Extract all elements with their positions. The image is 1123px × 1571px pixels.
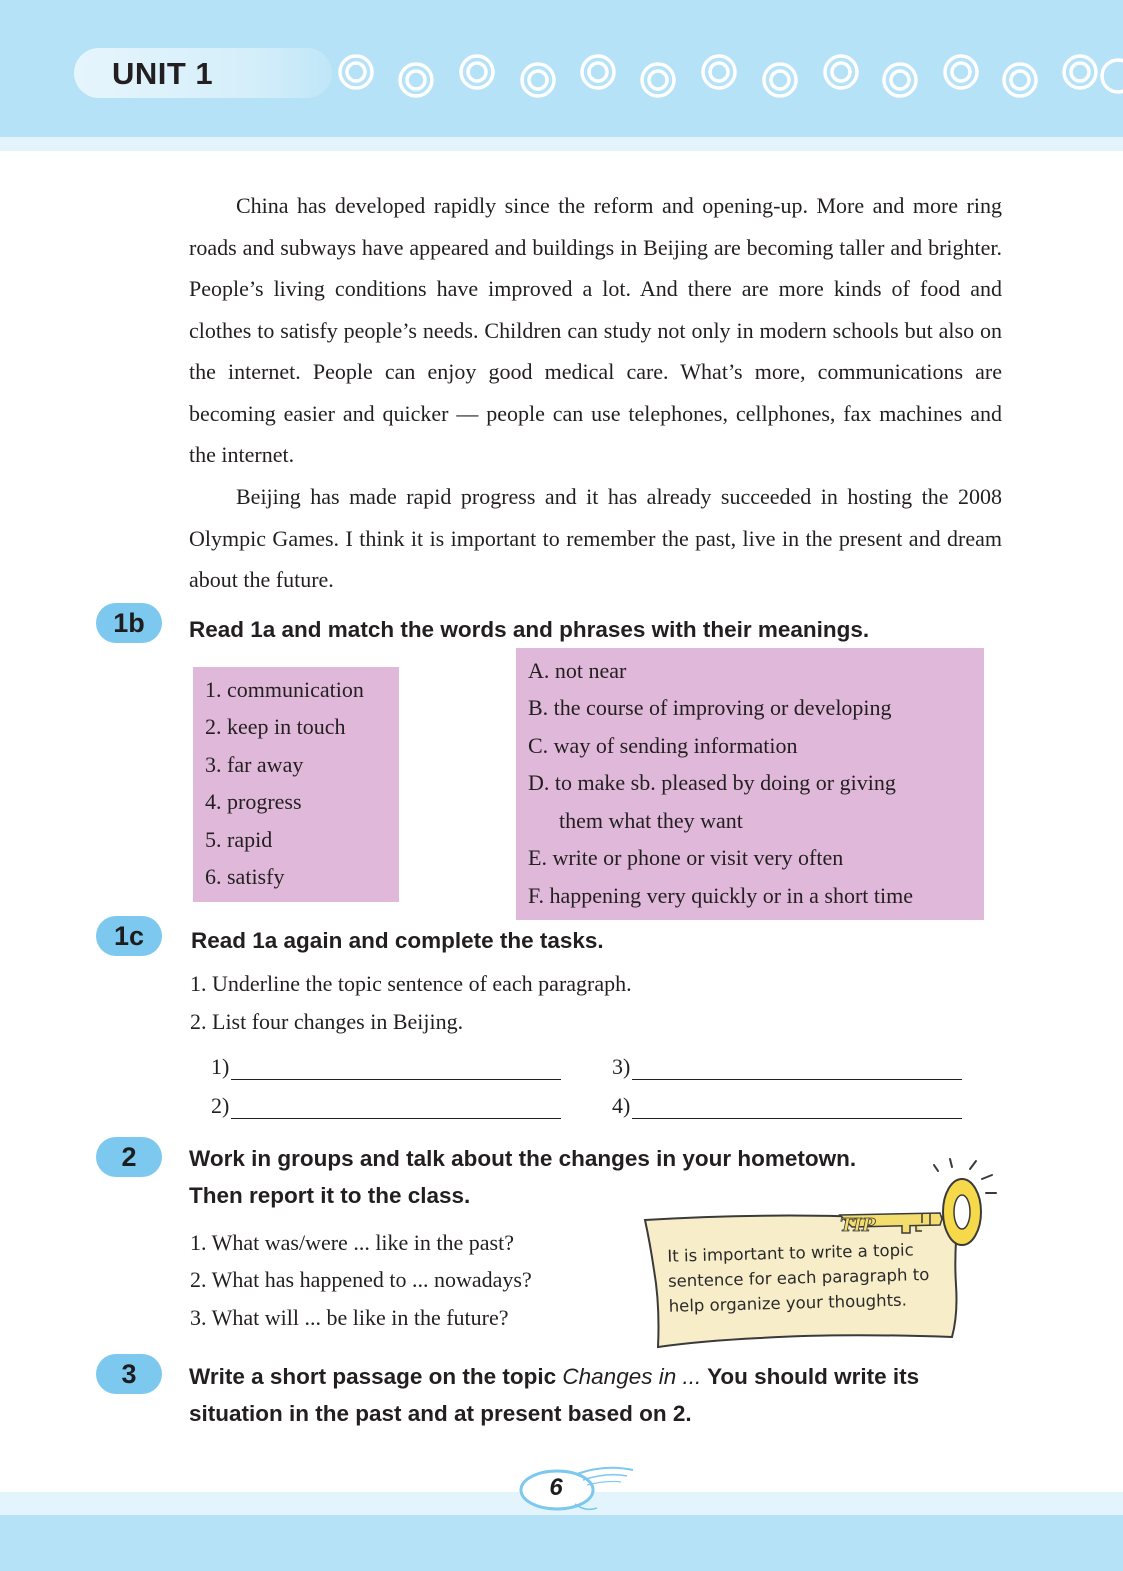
blank-line — [231, 1057, 561, 1080]
meaning-item: E. write or phone or visit very often — [528, 845, 844, 870]
question-item: 1. What was/were ... like in the past? — [190, 1230, 514, 1255]
meaning-item: C. way of sending information — [528, 733, 798, 758]
word-item: 3. far away — [205, 752, 304, 777]
header-strip — [0, 137, 1123, 151]
decorative-rings-icon — [336, 48, 1123, 108]
question-item: 3. What will ... be like in the future? — [190, 1305, 509, 1330]
task-item: 1. Underline the topic sentence of each paragraph. — [190, 971, 632, 996]
meaning-item: D. to make sb. pleased by doing or giving — [528, 770, 896, 795]
section-3-instruction-part-2: You should write its situation in the past and at present based on 2. — [189, 1364, 920, 1426]
meaning-item: F. happening very quickly or in a short time — [528, 883, 913, 908]
meaning-item: B. the course of improving or developing — [528, 695, 892, 720]
section-badge-1c: 1c — [96, 916, 162, 956]
meaning-item: A. not near — [528, 658, 627, 683]
passage-paragraph-2: Beijing has made rapid progress and it has already succeeded in hosting the 2008 Olympic Games. I think it is important to remember the past, live in the present and dream about the future. — [189, 484, 1002, 592]
meaning-item-continued: them what they want — [559, 808, 743, 833]
word-item: 4. progress — [205, 789, 302, 814]
answer-blank-4[interactable] — [612, 1093, 962, 1119]
section-1b-instruction: Read 1a and match the words and phrases with their meanings. — [189, 617, 870, 642]
word-item: 2. keep in touch — [205, 714, 346, 739]
section-3-instruction-part-1: Write a short passage on the topic — [189, 1364, 563, 1389]
section-badge-1b: 1b — [96, 603, 162, 643]
section-2-instruction-line-1: Work in groups and talk about the changes in your hometown. — [189, 1146, 857, 1171]
section-2-instruction-line-2: Then report it to the class. — [189, 1183, 471, 1208]
blank-line — [632, 1096, 962, 1119]
passage-paragraph-1: China has developed rapidly since the reform and opening-up. More and more ring roads and subways have appeared and buildings in Beijing are becoming taller and brighter. People’s living conditions have improved a lot. And there are more kinds of food and clothes to satisfy people’s needs. Children can study not only in modern schools but also on the internet. People can enjoy good medical care. What’s more, communications are becoming easier and quicker — people can use telephones, cellphones, fax machines and the internet. — [189, 193, 1002, 467]
blank-line — [231, 1096, 561, 1119]
word-item: 5. rapid — [205, 827, 273, 852]
tip-text: It is important to write a topic sentence for each paragraph to help organize your thoughts. — [667, 1240, 930, 1316]
answer-blank-2[interactable] — [211, 1093, 561, 1119]
answer-blank-3[interactable] — [612, 1054, 962, 1080]
blank-label: 4) — [612, 1093, 631, 1118]
blank-label: 2) — [211, 1093, 230, 1118]
page-number: 6 — [549, 1474, 563, 1501]
blank-label: 3) — [612, 1054, 631, 1079]
answer-blank-1[interactable] — [211, 1054, 561, 1080]
unit-title: UNIT 1 — [112, 56, 214, 91]
section-1c-instruction: Read 1a again and complete the tasks. — [191, 928, 604, 953]
section-3-topic: Changes in ... — [562, 1364, 702, 1389]
word-item: 6. satisfy — [205, 864, 285, 889]
page-number-badge-icon — [515, 1458, 640, 1518]
section-3-instruction — [189, 1358, 1002, 1432]
footer-band — [0, 1515, 1123, 1571]
blank-line — [632, 1057, 962, 1080]
blank-label: 1) — [211, 1054, 230, 1079]
tip-label: TIP — [840, 1215, 876, 1236]
task-item: 2. List four changes in Beijing. — [190, 1009, 464, 1034]
question-item: 2. What has happened to ... nowadays? — [190, 1267, 532, 1292]
section-badge-2: 2 — [96, 1137, 162, 1177]
word-item: 1. communication — [205, 677, 364, 702]
section-badge-3: 3 — [96, 1354, 162, 1394]
